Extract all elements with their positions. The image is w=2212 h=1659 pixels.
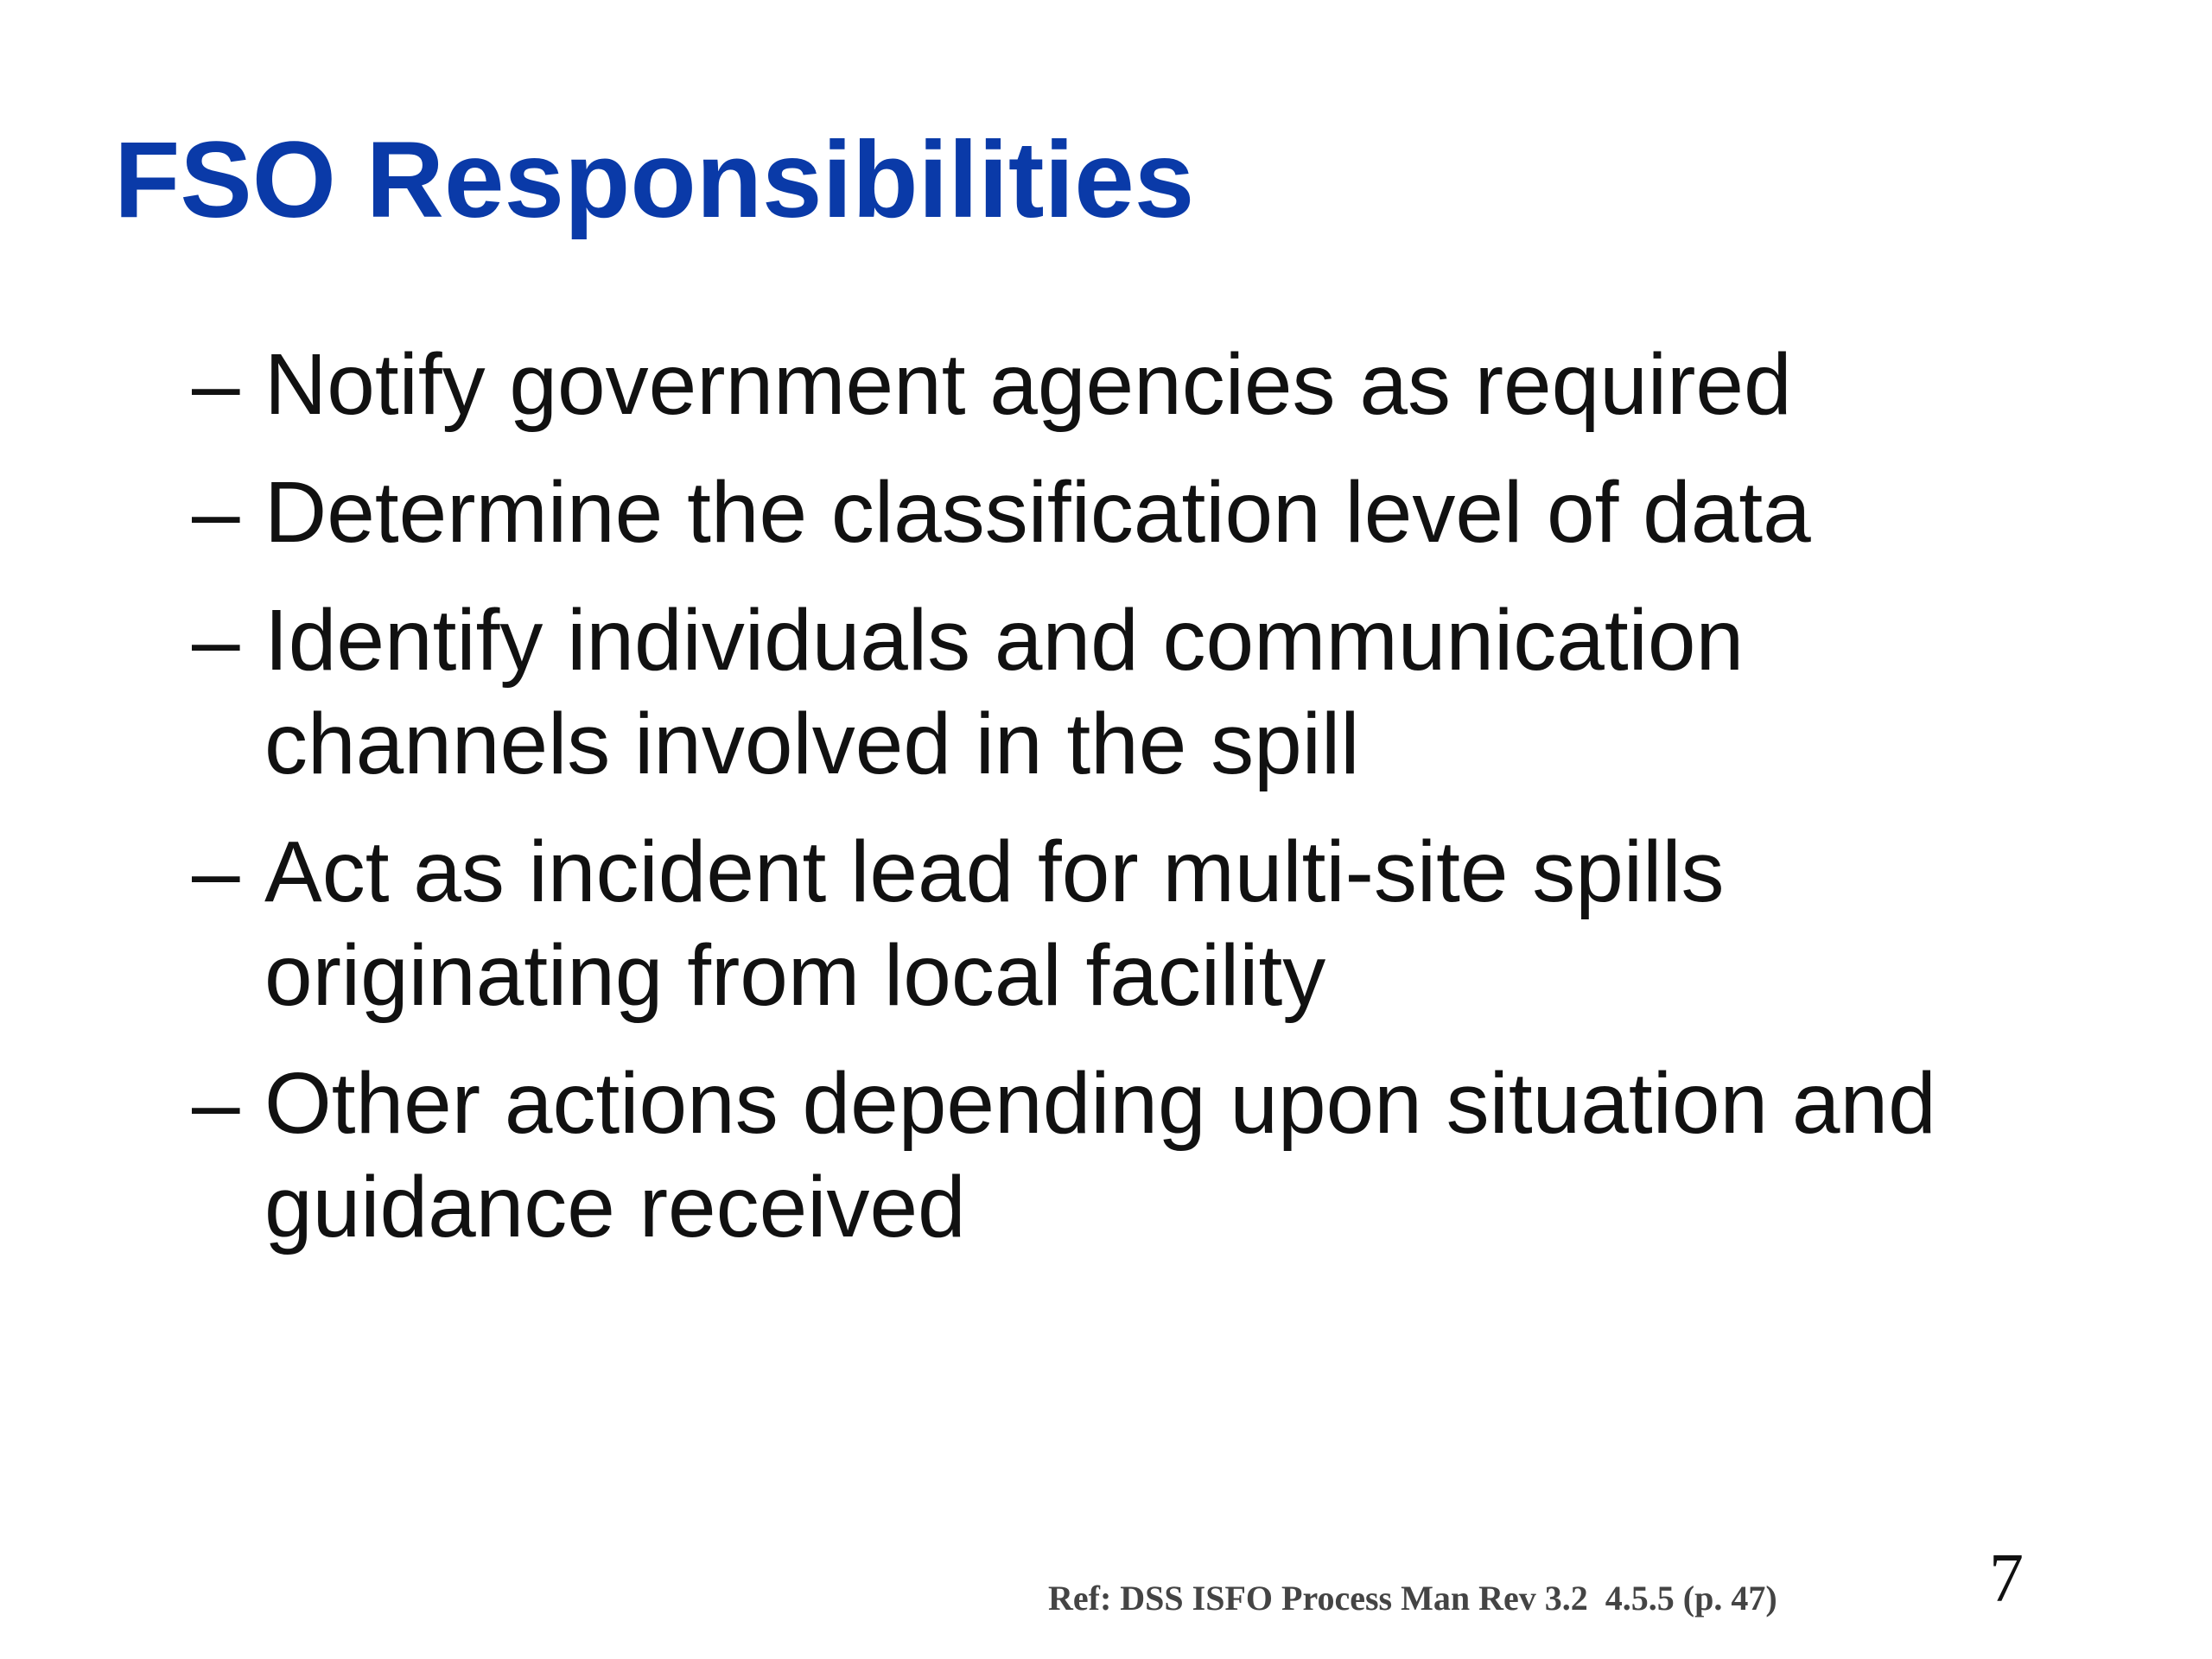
bullet-dash: –	[192, 823, 240, 920]
slide-number: 7	[1989, 1541, 2024, 1617]
bullet-text: Determine the classification level of data	[264, 464, 1811, 561]
bullet-text: Other actions depending upon situation and guidance received	[264, 1055, 1936, 1255]
bullet-item	[192, 333, 2050, 436]
footer-reference: Ref: DSS ISFO Process Man Rev 3.2 4.5.5 (p. 47)	[1048, 1579, 1777, 1618]
bullet-item	[192, 1052, 2050, 1259]
bullet-text: Act as incident lead for multi-site spills originating from local facility	[264, 823, 1725, 1024]
bullet-dash: –	[192, 592, 240, 689]
bullet-text: Identify individuals and communication channels involved in the spill	[264, 592, 1745, 792]
bullet-list	[192, 333, 2050, 1283]
bullet-text: Notify government agencies as required	[264, 336, 1792, 433]
bullet-dash: –	[192, 1055, 240, 1152]
bullet-item	[192, 588, 2050, 796]
bullet-dash: –	[192, 464, 240, 561]
bullet-dash: –	[192, 336, 240, 433]
bullet-item	[192, 461, 2050, 564]
slide-title: FSO Responsibilities	[114, 120, 1195, 240]
bullet-item	[192, 820, 2050, 1027]
